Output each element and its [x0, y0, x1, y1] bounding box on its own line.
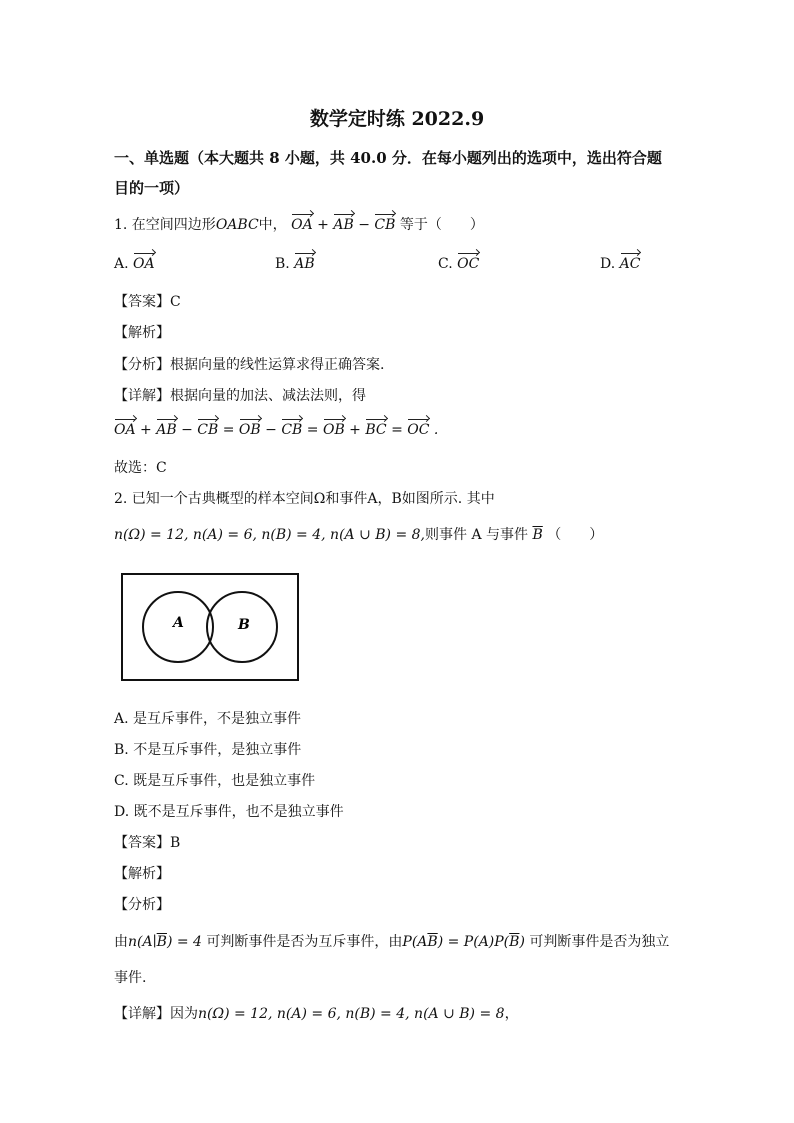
- analysis-1-fenxi: 【分析】根据向量的线性运算求得正确答案.: [114, 357, 385, 373]
- answer-2: 【答案】B: [114, 835, 181, 851]
- section-heading-line1: 一、单选题（本大题共 8 小题，共 40.0 分．在每小题列出的选项中，选出符合题: [114, 149, 662, 167]
- option-c: C. OC: [438, 256, 480, 272]
- conclusion-1: 故选：C: [114, 460, 167, 476]
- question-1-mid: 中，: [258, 217, 287, 233]
- option-b: B. AB: [275, 256, 315, 272]
- derivation-1: OA + AB − CB = OB − CB = OB + BC = OC .: [114, 422, 439, 438]
- option-2d: D. 既不是互斥事件，也不是独立事件: [114, 804, 344, 820]
- sample-space-box: [122, 574, 298, 680]
- analysis-2-xiangjie: 【详解】因为n(Ω) = 12, n(A) = 6, n(B) = 4, n(A ∪ B) = 8，: [114, 1006, 519, 1022]
- vector: OA: [133, 256, 155, 272]
- analysis-2-heading: 【解析】: [114, 866, 170, 882]
- set-a-label: A: [173, 615, 184, 631]
- question-1-stem: 1. 在空间四边形OABC中， OA + AB − CB 等于（ ）: [114, 217, 484, 233]
- option-a: A. OA: [114, 256, 155, 272]
- option-2a: A. 是互斥事件，不是独立事件: [114, 711, 302, 727]
- analysis-2-fenxi-heading: 【分析】: [114, 897, 170, 913]
- vector: OA: [291, 217, 313, 233]
- venn-diagram: [121, 573, 299, 681]
- vector: OC: [457, 256, 480, 272]
- question-2-line1: 2. 已知一个古典概型的样本空间Ω和事件A，B如图所示. 其中: [114, 491, 495, 507]
- analysis-1-xiangjie: 【详解】根据向量的加法、减法法则，得: [114, 388, 366, 404]
- question-1-suffix: 等于（ ）: [399, 217, 484, 233]
- vector: AB: [294, 256, 315, 272]
- vector: CB: [374, 217, 396, 233]
- option-2b: B. 不是互斥事件，是独立事件: [114, 742, 302, 758]
- vector: AB: [333, 217, 354, 233]
- answer-1: 【答案】C: [114, 294, 181, 310]
- option-d: D. AC: [600, 256, 641, 272]
- complement-b: $\overline{B}$: [532, 527, 543, 543]
- vector: AC: [619, 256, 641, 272]
- question-2-line2: n(Ω) = 12, n(A) = 6, n(B) = 4, n(A ∪ B) = 8,则事件 A 与事件 $\overline{B}$ （ ）: [114, 527, 604, 543]
- set-b-label: B: [238, 617, 250, 633]
- question-1-prefix: 1. 在空间四边形: [114, 217, 216, 233]
- analysis-2-fenxi-line1: 由$n(A∣\overline{B}) = 4$ 可判断事件是否为互斥事件，由$P(A\overline{B}) = P(A)P(\overline{B})$ 可判断事件是否为独立: [114, 934, 670, 950]
- question-1-shape: OABC: [215, 217, 259, 233]
- analysis-1-heading: 【解析】: [114, 325, 170, 341]
- analysis-2-fenxi-line2: 事件.: [114, 970, 147, 986]
- page-title: 数学定时练 2022.9: [309, 108, 485, 130]
- section-heading-line2: 目的一项）: [114, 179, 190, 197]
- option-2c: C. 既是互斥事件，也是独立事件: [114, 773, 316, 789]
